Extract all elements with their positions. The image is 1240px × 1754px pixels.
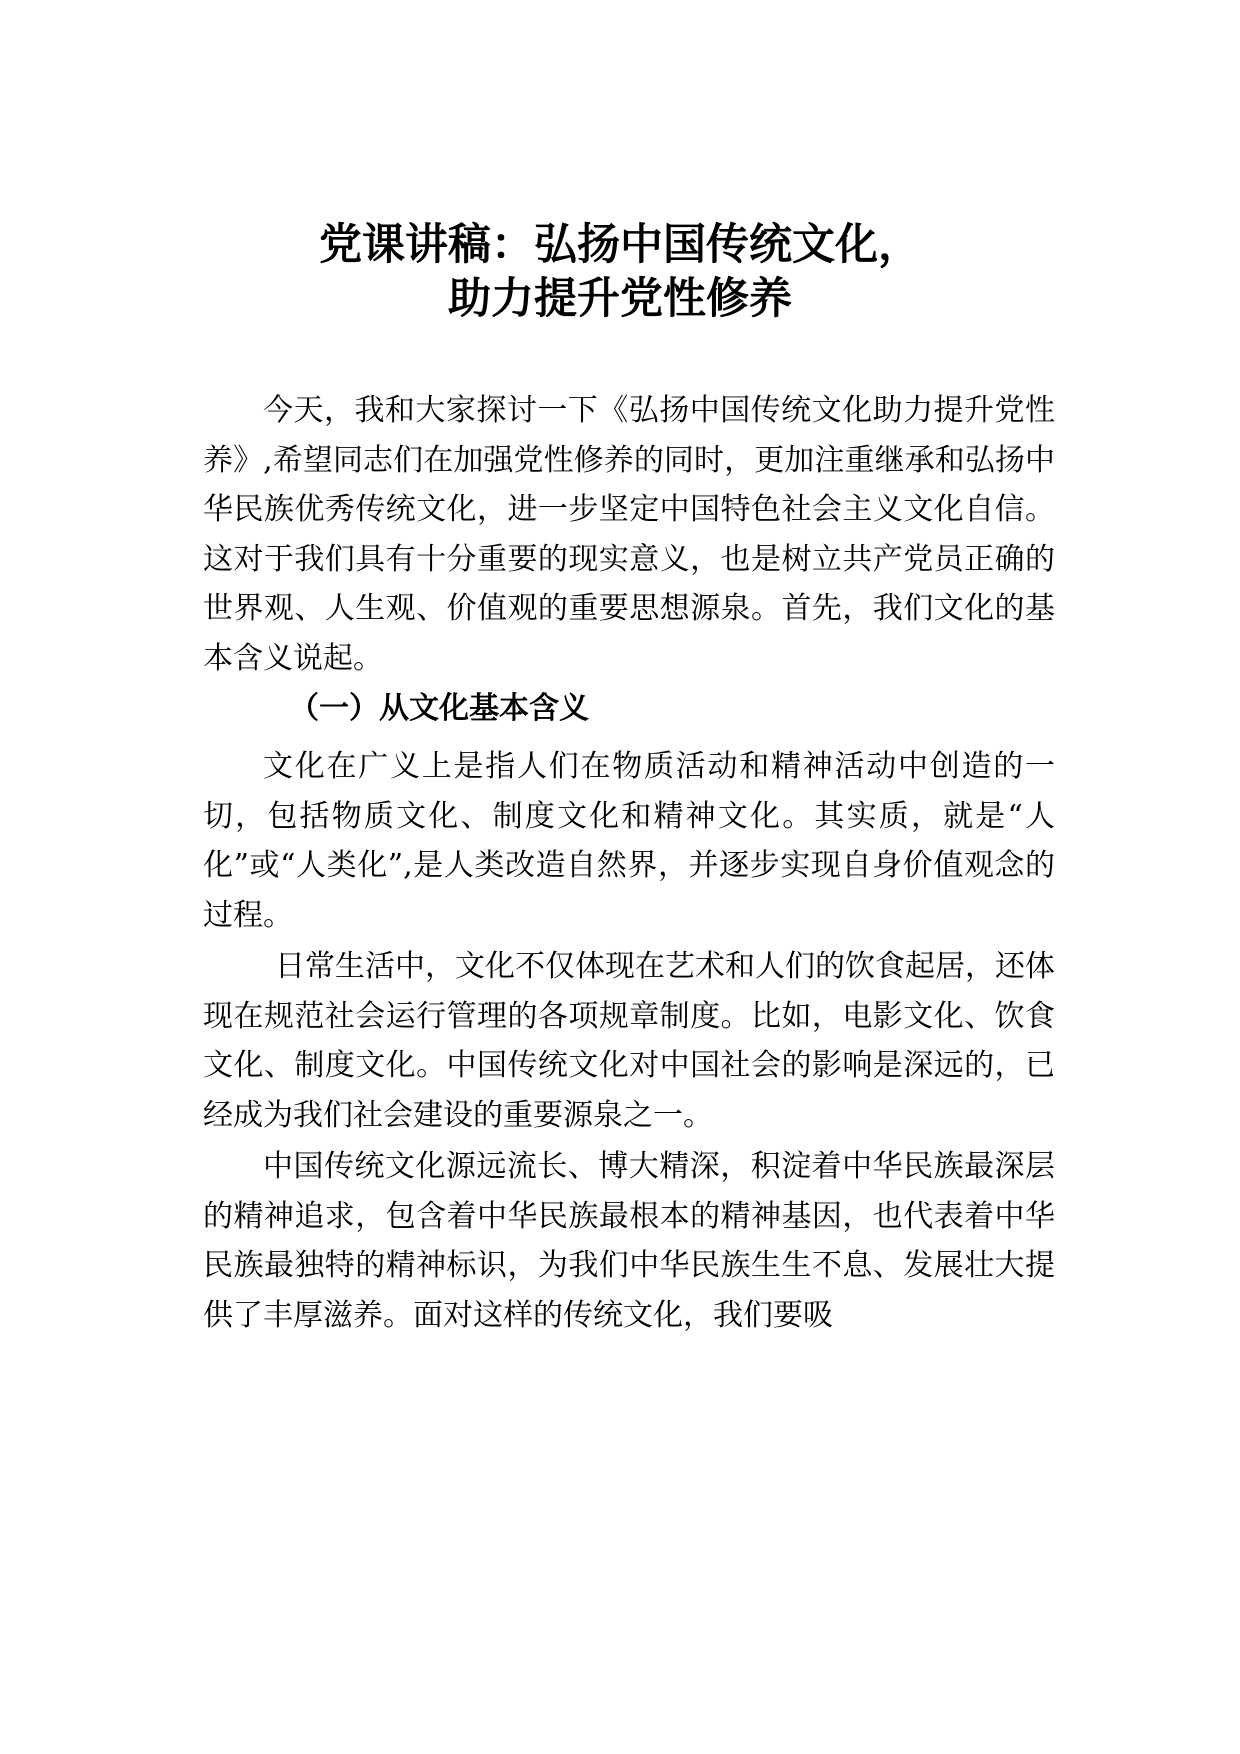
paragraph-intro: 今天，我和大家探讨一下《弘扬中国传统文化助力提升党性养》,希望同志们在加强党性修养的同时，更加注重继承和弘扬中华民族优秀传统文化，进一步坚定中国特色社会主义文化自信。这对于我们具有十分重要的现实意义，也是树立共产党员正确的世界观、人生观、价值观的重要思想源泉。首先，我们文化的基本含义说起。 [203,393,1055,676]
document-title [0,218,1240,326]
title-line-2: 助力提升党性修养 [448,274,792,324]
paragraph-culture-definition: 文化在广义上是指人们在物质活动和精神活动中创造的一切，包括物质文化、制度文化和精神文化。其实质，就是“人化”或“人类化”,是人类改造自然界，并逐步实现自身价值观念的过程。 [203,749,1055,933]
section-heading-1: （一）从文化基本含义 [289,691,589,726]
paragraph-traditional-culture: 中国传统文化源远流长、博大精深，积淀着中华民族最深层的精神追求，包含着中华民族最根本的精神基因，也代表着中华民族最独特的精神标识，为我们中华民族生生不息、发展壮大提供了丰厚滋养。面对这样的传统文化，我们要吸 [203,1149,1055,1333]
title-line-1: 党课讲稿：弘扬中国传统文化， [319,220,921,270]
paragraph-daily-life: 日常生活中，文化不仅体现在艺术和人们的饮食起居，还体现在规范社会运行管理的各项规章制度。比如，电影文化、饮食文化、制度文化。中国传统文化对中国社会的影响是深远的，已经成为我们社会建设的重要源泉之一。 [203,949,1055,1133]
